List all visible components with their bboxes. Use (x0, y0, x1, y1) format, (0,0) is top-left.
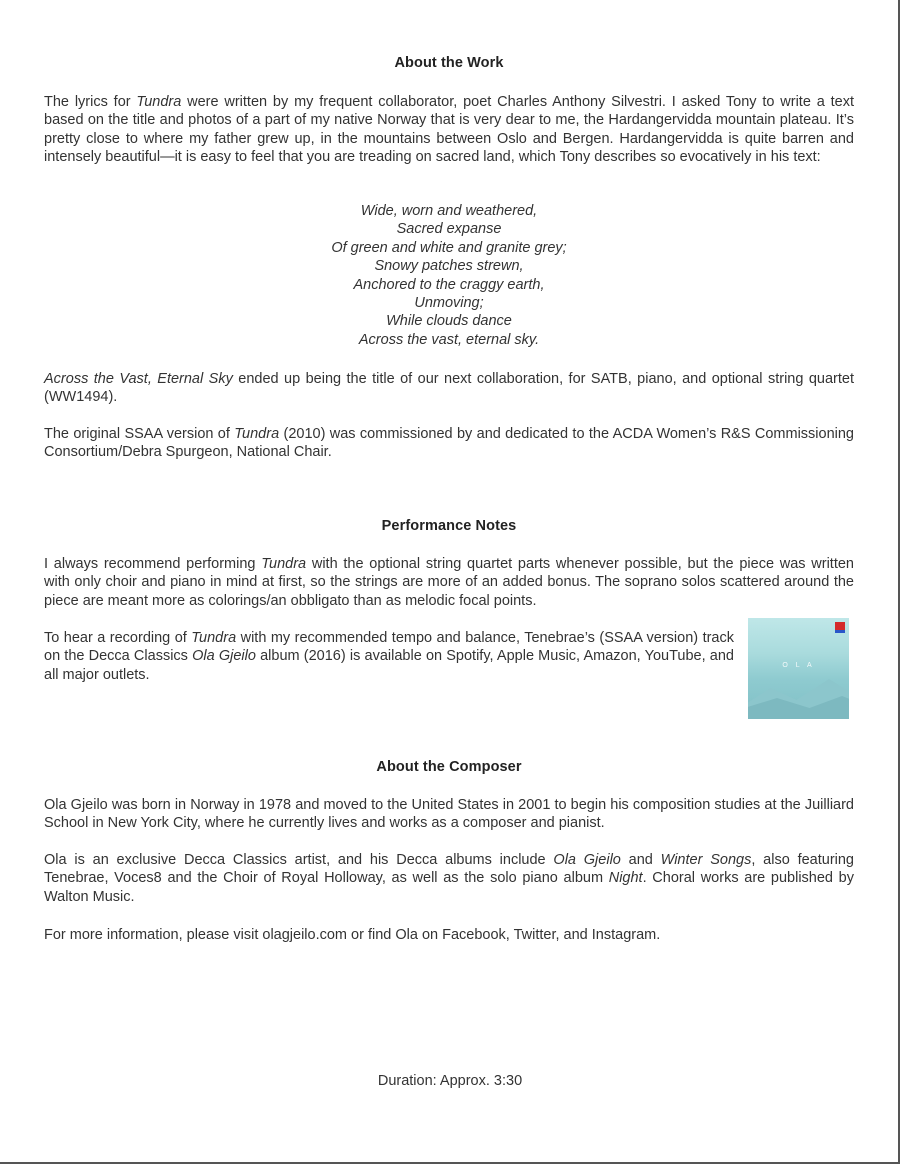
poem-line: Across the vast, eternal sky. (358, 331, 540, 348)
poem (44, 202, 854, 349)
about-work-paragraph-2: Across the Vast, Eternal Sky ended up being the title of our next collaboration, for SATB, piano, and optional string quartet (WW1494). (44, 371, 854, 406)
composer-paragraph-1: Ola Gjeilo was born in Norway in 1978 and moved to the United States in 2001 to begin his composition studies at the Juilliard School in New York City, where he currently lives and works as a composer and pianist. (44, 797, 854, 832)
performance-paragraph-1: I always recommend performing Tundra with the optional string quartet parts whenever possible, but the piece was written with only choir and piano in mind at first, so the strings are more of an added bonus. The soprano solos scattered around the piece are meant more as colorings/an obbligato than as melodic focal points. (44, 556, 854, 609)
poem-line: Anchored to the craggy earth, (353, 276, 545, 293)
poem-line: Of green and white and granite grey; (331, 239, 567, 256)
poem-line: Unmoving; (414, 295, 484, 312)
duration-text: Duration: Approx. 3:30 (377, 1073, 523, 1089)
composer-paragraph-3: For more information, please visit olagjeilo.com or find Ola on Facebook, Twitter, and Instagram. (44, 927, 661, 943)
poem-line: Snowy patches strewn, (374, 258, 524, 275)
performance-notes-heading: Performance Notes (381, 518, 517, 534)
performance-paragraph-2: To hear a recording of Tundra with my recommended tempo and balance, Tenebrae’s (SSAA version) track on the Decca Classics Ola Gjeilo album (2016) is available on Spotify, Apple Music, Amazon, YouTube, and all major outlets. (44, 630, 734, 683)
poem-line: Sacred expanse (396, 221, 502, 238)
album-cover-image (748, 618, 849, 719)
poem-line: Wide, worn and weathered, (360, 203, 538, 219)
composer-paragraph-2: Ola is an exclusive Decca Classics artist, and his Decca albums include Ola Gjeilo and Winter Songs, also featuring Tenebrae, Voces8 and the Choir of Royal Holloway, as well as the solo piano album Night. Choral works are published by Walton Music. (44, 852, 854, 905)
poem-line: While clouds dance (386, 313, 512, 330)
about-composer-heading: About the Composer (376, 759, 522, 775)
about-work-paragraph-1: The lyrics for Tundra were written by my frequent collaborator, poet Charles Anthony Silvestri. I asked Tony to write a text based on the title and photos of a part of my native Norway that is very dear to me, the Hardangervidda mountain plateau. It’s pretty close to where my father grew up, in the mountains between Oslo and Bergen. Hardangervidda is quite barren and intensely beautiful—it is easy to feel that you are treading on sacred land, which Tony describes so evocatively in his text: (44, 94, 854, 166)
about-work-heading: About the Work (394, 55, 504, 71)
title-across-the-vast: Across the Vast, Eternal Sky (44, 371, 233, 387)
decca-logo-icon (835, 622, 845, 633)
title-tundra: Tundra (136, 94, 182, 110)
album-title-text: O L A (782, 662, 815, 669)
about-work-paragraph-3: The original SSAA version of Tundra (2010) was commissioned by and dedicated to the ACDA Women’s R&S Commissioning Consortium/Debra Spurgeon, National Chair. (44, 426, 854, 461)
